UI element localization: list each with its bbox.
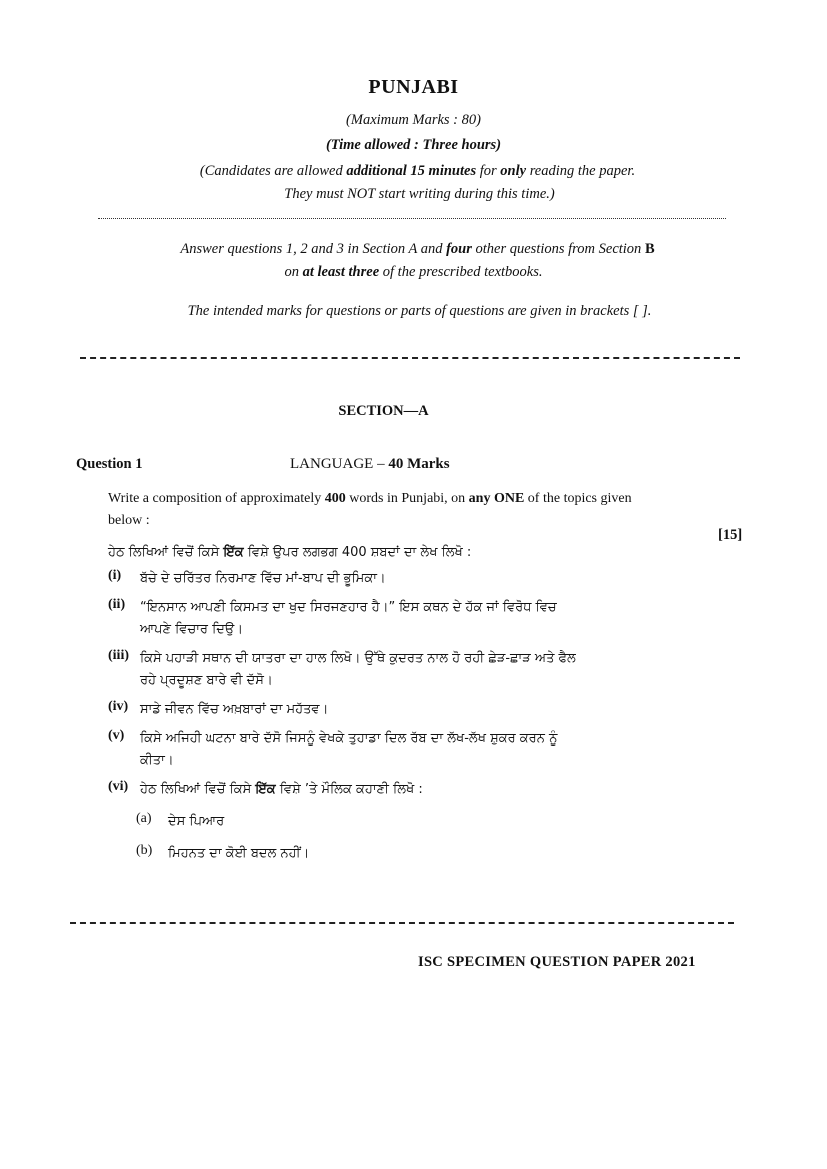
instructions-line1: Answer questions 1, 2 and 3 in Section A and four other questions from Section B <box>180 241 655 257</box>
topic-item: (i) ਬੱਚੇ ਦੇ ਚਰਿੱਤਰ ਨਿਰਮਾਣ ਵਿੱਚ ਮਾਂ-ਬਾਪ ਦੀ ਭੂਮਿਕਾ। <box>108 568 386 586</box>
subject-title: PUNJABI <box>368 76 459 98</box>
subtopic-item: (b) ਮਿਹਨਤ ਦਾ ਕੋਈ ਬਦਲ ਨਹੀਂ। <box>136 843 310 861</box>
question-label: Question 1 <box>76 456 143 472</box>
question-title: LANGUAGE – 40 Marks <box>290 456 450 472</box>
punjabi-instruction: ਹੇਠ ਲਿਖਿਆਂ ਵਿਚੋਂ ਕਿਸੇ ਇੱਕ ਵਿਸ਼ੇ ਉਪਰ ਲਗਭਗ 400 ਸ਼ਬਦਾਂ ਦਾ ਲੇਖ ਲਿਖੋ : <box>108 545 472 560</box>
footer-text: ISC SPECIMEN QUESTION PAPER 2021 <box>418 954 696 970</box>
footer-divider <box>70 922 734 924</box>
topic-item: (iv) ਸਾਡੇ ਜੀਵਨ ਵਿੱਚ ਅਖ਼ਬਾਰਾਂ ਦਾ ਮਹੱਤਵ। <box>108 699 329 717</box>
header-divider <box>98 218 726 219</box>
topic-item: (v) ਕਿਸੇ ਅਜਿਹੀ ਘਟਨਾ ਬਾਰੇ ਦੱਸੋ ਜਿਸਨੂੰ ਵੇਖਕੇ ਤੁਹਾਡਾ ਦਿਲ ਰੱਬ ਦਾ ਲੱਖ-ਲੱਖ ਸ਼ੁਕਰ ਕਰਨ ਨੂੰ ਕੀਤਾ। <box>108 728 558 768</box>
section-heading: SECTION—A <box>338 403 429 419</box>
topic-item: (iii) ਕਿਸੇ ਪਹਾੜੀ ਸਥਾਨ ਦੀ ਯਾਤਰਾ ਦਾ ਹਾਲ ਲਿਖੋ। ਉੱਥੇ ਕੁਦਰਤ ਨਾਲ ਹੋ ਰਹੀ ਛੇੜ-ਛਾੜ ਅਤੇ ਫੈਲ ਰਹੇ ਪ੍ਰਦੂਸ਼ਣ ਬਾਰੇ ਵੀ ਦੱਸੋ। <box>108 648 576 688</box>
reading-note-line2: They must NOT start writing during this time.) <box>284 186 555 202</box>
reading-note: (Candidates are allowed additional 15 minutes for only reading the paper. <box>199 163 636 179</box>
topic-item: (ii) “ਇਨਸਾਨ ਆਪਣੀ ਕਿਸਮਤ ਦਾ ਖੁਦ ਸਿਰਜਣਹਾਰ ਹੈ।” ਇਸ ਕਥਨ ਦੇ ਹੱਕ ਜਾਂ ਵਿਰੋਧ ਵਿਚ ਆਪਣੇ ਵਿਚਾਰ ਦਿਉ। <box>108 597 557 637</box>
question-instruction: Write a composition of approximately 400 words in Punjabi, on any ONE of the topics given below : <box>108 491 632 528</box>
subtopic-item: (a) ਦੇਸ ਪਿਆਰ <box>136 811 225 829</box>
topic-item: (vi) ਹੇਠ ਲਿਖਿਆਂ ਵਿਚੋਂ ਕਿਸੇ ਇੱਕ ਵਿਸ਼ੇ ’ਤੇ ਮੌਲਿਕ ਕਹਾਣੀ ਲਿਖੋ : <box>108 779 423 797</box>
instructions-divider <box>80 357 740 359</box>
marks-note: The intended marks for questions or parts of questions are given in brackets [ ]. <box>187 303 652 319</box>
instructions-line2: on at least three of the prescribed textbooks. <box>284 264 543 280</box>
question-marks: [15] <box>718 527 743 543</box>
topic-list <box>108 568 708 865</box>
time-allowed: (Time allowed : Three hours) <box>325 137 502 153</box>
max-marks: (Maximum Marks : 80) <box>346 112 481 128</box>
